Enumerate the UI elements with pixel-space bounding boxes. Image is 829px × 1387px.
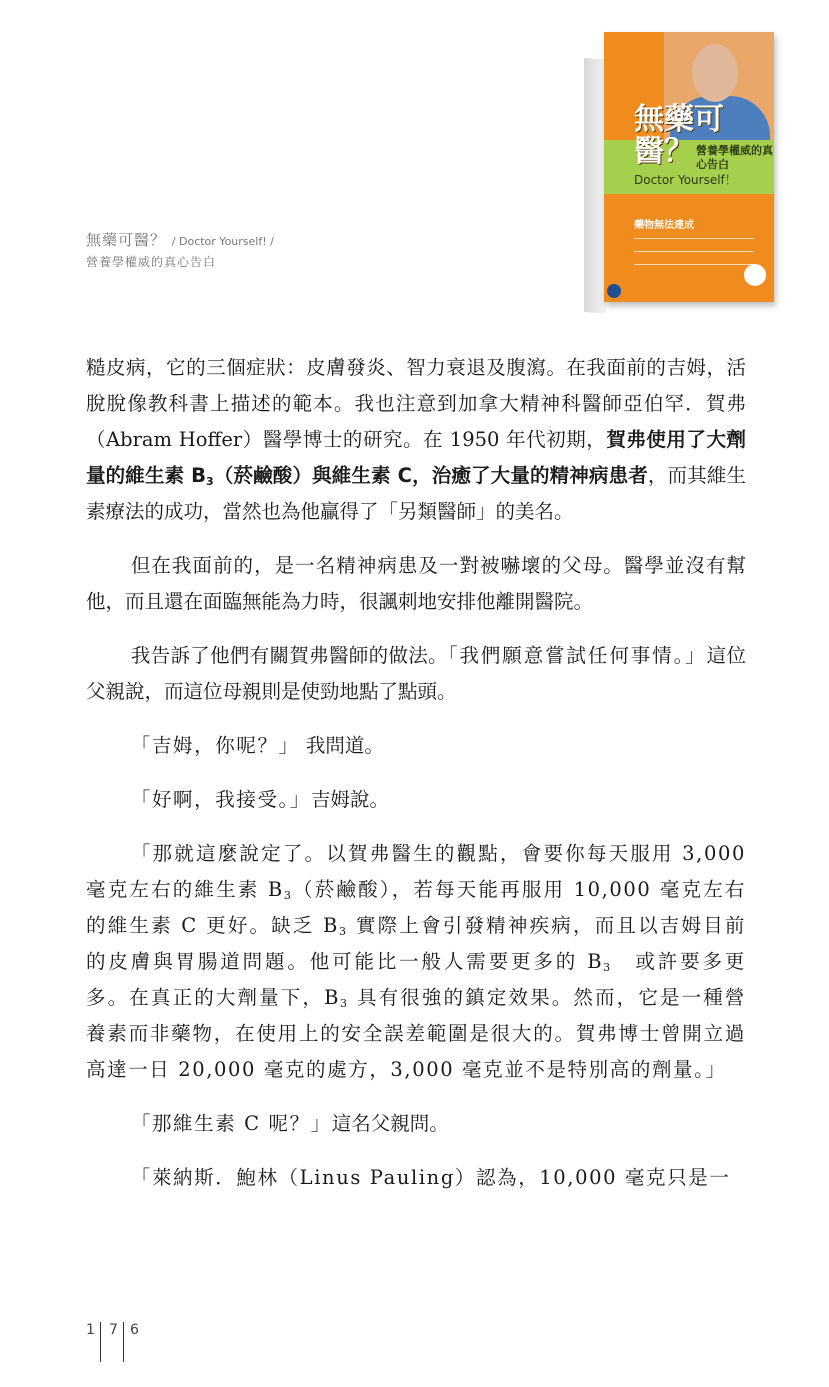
page-number-digit: 1 — [86, 1322, 95, 1338]
cover-tagline: 藥物無法達成 — [634, 220, 694, 231]
book-spine — [584, 58, 606, 314]
cover-subtitle: 營養學權威的真心告白 — [696, 144, 773, 171]
paragraph-8: 「萊納斯．鮑林（Linus Pauling）認為，10,000 毫克只是一 — [130, 1166, 731, 1189]
anniversary-badge-icon — [744, 264, 766, 286]
cover-title: 無藥可醫？ — [634, 102, 724, 169]
book-front-cover — [604, 32, 774, 302]
page-number-digit: 6 — [130, 1322, 139, 1338]
paragraph-3: 我告訴了他們有關賀弗醫師的做法。「我們願意嘗試任何事情。」這位父親說，而這位母親則是使勁地點了點頭。 — [86, 644, 746, 703]
book-cover-image — [584, 32, 780, 312]
page-number — [86, 1322, 139, 1362]
header-title: 無藥可醫？ — [86, 231, 167, 249]
book-subtitle: 營養學權威的真心告白 — [86, 255, 217, 269]
paragraph-7: 「那維生素 C 呢？」這名父親問。 — [130, 1112, 449, 1135]
page-number-digit: 7 — [109, 1322, 118, 1338]
header-title-en: / Doctor Yourself! / — [171, 235, 274, 248]
page-number-divider — [123, 1322, 124, 1362]
page-body — [86, 350, 746, 1196]
paragraph-2: 但在我面前的，是一名精神病患及一對被嚇壞的父母。醫學並沒有幫他，而且還在面臨無能為力時，很諷刺地安排他離開醫院。 — [86, 554, 746, 613]
publisher-logo-icon — [607, 284, 621, 298]
paragraph-1: 糙皮病，它的三個症狀：皮膚發炎、智力衰退及腹瀉。在我面前的吉姆，活脫脫像教科書上描述的範本。我也注意到加拿大精神科醫師亞伯罕．賀弗（Abram Hoffer）醫學博士的研究。在 1950 年代初期，賀弗使用了大劑量的維生素 $B_3$（菸鹼酸）與維生素 C，治癒了大量的精神病患者，而其維生素療法的成功，當然也為他贏得了「另類醫師」的美名。 — [86, 356, 746, 523]
paragraph-5: 「好啊，我接受。」吉姆說。 — [130, 788, 390, 811]
cover-title-en: Doctor Yourself！ — [634, 173, 737, 187]
running-header — [86, 229, 274, 270]
page-number-divider — [100, 1322, 101, 1362]
cover-endorsement-rows — [634, 238, 754, 277]
book-title — [86, 229, 274, 250]
paragraph-6: 「那就這麼說定了。以賀弗醫生的觀點，會要你每天服用 3,000 毫克左右的維生素 $B_3$（菸鹼酸），若每天能再服用 10,000 毫克左右的維生素 C 更好。缺乏 $B_3$ 實際上會引發精神疾病，而且以吉姆目前的皮膚與胃腸道問題。他可能比一般人需要更多的 $B_3$ 或許要多更多。在真正的大劑量下，$B_3$ 具有很強的鎮定效果。然而，它是一種營養素而非藥物，在使用上的安全誤差範圍是很大的。賀弗博士曾開立過高達一日 20,000 毫克的處方，3,000 毫克並不是特別高的劑量。」 — [86, 842, 746, 1081]
paragraph-4: 「吉姆，你呢？」 我問道。 — [130, 734, 384, 757]
